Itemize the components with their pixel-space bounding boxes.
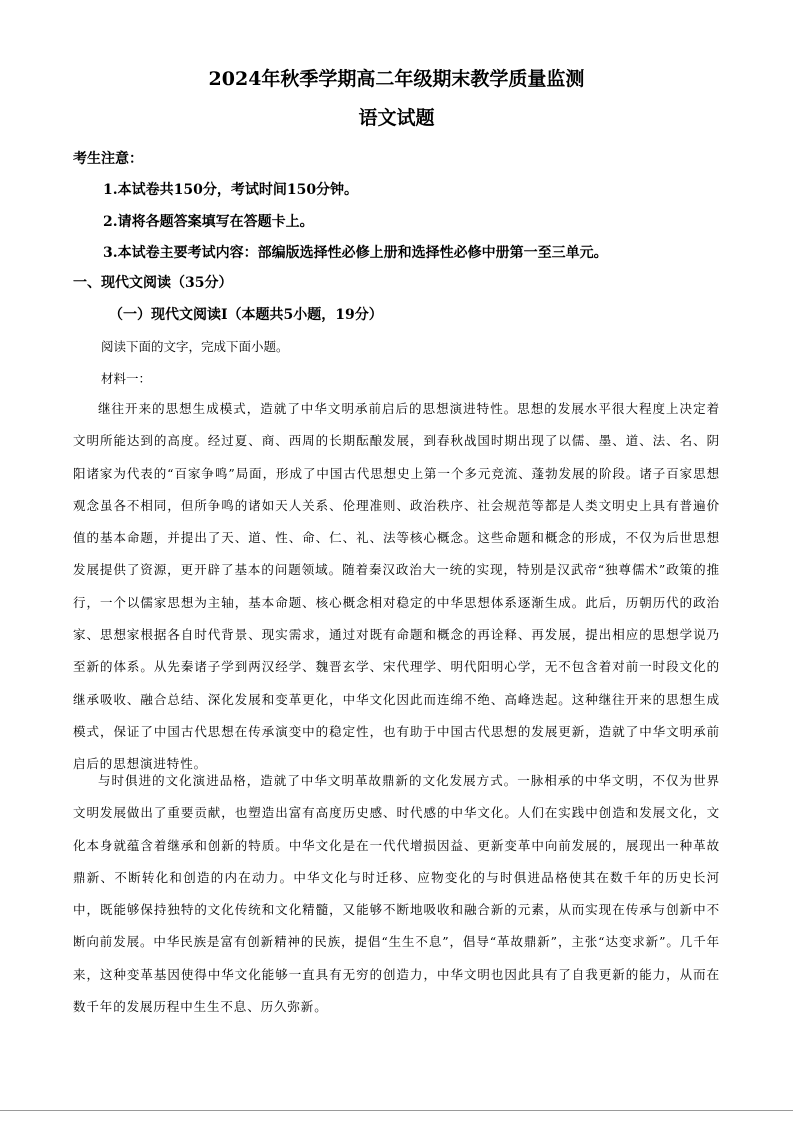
exam-title: 2024年秋季学期高二年级期末教学质量监测 (208, 68, 585, 90)
section-heading: 一、现代文阅读（35分） (73, 275, 233, 291)
notice-item-1: 1.本试卷共150分，考试时间150分钟。 (103, 182, 359, 198)
notice-item-3: 3.本试卷主要考试内容：部编版选择性必修上册和选择性必修中册第一至三单元。 (103, 245, 608, 261)
page-bottom-divider (0, 1110, 793, 1111)
subsection-heading: （一）现代文阅读Ⅰ（本题共5小题，19分） (109, 307, 383, 323)
material-label: 材料一： (101, 371, 152, 386)
notice-item-2: 2.请将各题答案填写在答题卡上。 (103, 214, 314, 230)
body-paragraph-2: 与时俱进的文化演进品格，造就了中华文明革故鼎新的文化发展方式。一脉相承的中华文明，不仅为世界文明发展做出了重要贡献，也塑造出富有高度历史感、时代感的中华文化。人们在实践中创造和发展文化，文化本身就蕴含着继承和创新的特质。中华文化是在一代代增损因益、更新变革中向前发展的，展现出一种革故鼎新、不断转化和创造的内在动力。中华文化与时迁移、应物变化的与时俱进品格使其在数千年的历史长河中，既能够保持独特的文化传统和文化精髓，又能够不断地吸收和融合新的元素，从而实现在传承与创新中不断向前发展。中华民族是富有创新精神的民族，提倡“生生不息”，倡导“革故鼎新”，主张“达变求新”。几千年来，这种变革基因使得中华文化能够一直具有无穷的创造力，中华文明也因此具有了自我更新的能力，从而在数千年的发展历程中生生不息、历久弥新。 (73, 773, 720, 1015)
body-paragraph-1: 继往开来的思想生成模式，造就了中华文明承前启后的思想演进特性。思想的发展水平很大程度上决定着文明所能达到的高度。经过夏、商、西周的长期酝酿发展，到春秋战国时期出现了以儒、墨、道、法、名、阴阳诸家为代表的“百家争鸣”局面，形成了中国古代思想史上第一个多元竞流、蓬勃发展的阶段。诸子百家思想观念虽各不相同，但所争鸣的诸如天人关系、伦理准则、政治秩序、社会规范等都是人类文明史上具有普遍价值的基本命题，并提出了天、道、性、命、仁、礼、法等核心概念。这些命题和概念的形成，不仅为后世思想发展提供了资源，更开辟了基本的问题领域。随着秦汉政治大一统的实现，特别是汉武帝“独尊儒术”政策的推行，一个以儒家思想为主轴，基本命题、核心概念相对稳定的中华思想体系逐渐生成。此后，历朝历代的政治家、思想家根据各自时代背景、现实需求，通过对既有命题和概念的再诠释、再发展，提出相应的思想学说乃至新的体系。从先秦诸子学到两汉经学、魏晋玄学、宋代理学、明代阳明心学，无不包含着对前一时段文化的继承吸收、融合总结、深化发展和变革更化，中华文化因此而连绵不绝、高峰迭起。这种继往开来的思想生成模式，保证了中国古代思想在传承演变中的稳定性，也有助于中国古代思想的发展更新，造就了中华文明承前启后的思想演进特性。 (73, 401, 720, 772)
reading-instruction: 阅读下面的文字，完成下面小题。 (101, 339, 289, 354)
notice-label: 考生注意： (73, 151, 143, 167)
subject-title: 语文试题 (358, 107, 435, 129)
